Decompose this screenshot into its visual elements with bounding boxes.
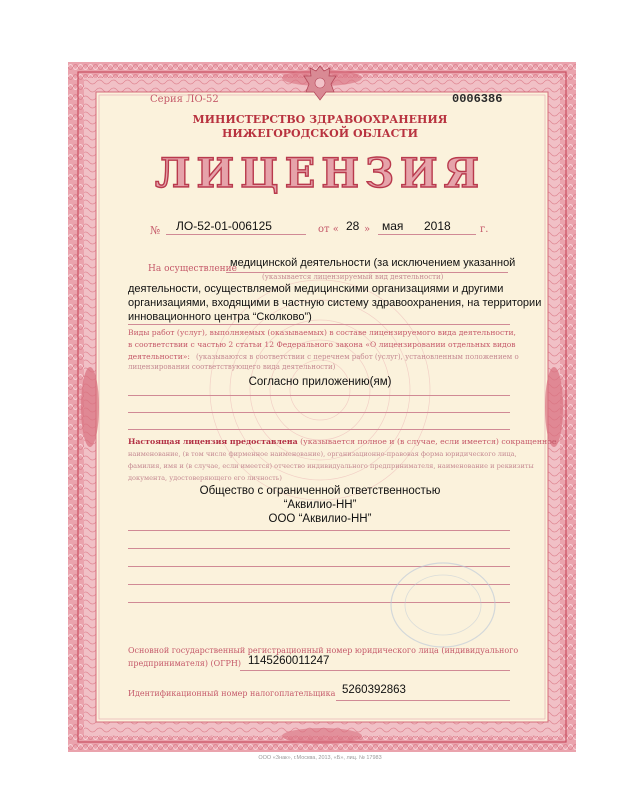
license-day: 28 [346,219,360,233]
activity-line-3: организациями, входящими в частную систему здравоохранения, на территории [128,297,542,309]
granted-line-3: фамилия, имя и (в случае, если имеется) отчество индивидуального предпринимателя, наименование и реквизиты [128,462,534,470]
printer-imprint: ООО «Знак», г.Москва, 2013, «Б», лиц. № 17983 [258,755,382,761]
works-line-1: Виды работ (услуг), выполняемых (оказываемых) в составе лицензируемого вида деятельности, [128,328,516,337]
granted-line-4: документа, удостоверяющего его личность) [128,474,282,482]
document-title: ЛИЦЕНЗИЯ [154,150,485,197]
granted-rest: (указывается полное и (в случае, если имеется) сокращенное [300,437,557,446]
activity-line-1: медицинской деятельности (за исключением указанной [230,257,516,269]
activity-hint: (указывается лицензируемый вид деятельности) [262,273,444,281]
inn-label: Идентификационный номер налогоплательщика [128,689,336,698]
granted-line-1 [128,437,557,446]
from-label: от « [318,224,339,235]
granted-bold: Настоящая лицензия предоставлена [128,437,298,446]
activity-label: На осуществление [148,264,237,274]
ogrn-value: 1145260011247 [248,655,330,667]
works-value: Согласно приложению(ям) [248,376,392,388]
coat-of-arms-icon [300,62,340,104]
license-number: ЛО-52-01-006125 [176,219,272,233]
series-label: Серия ЛО-52 [150,94,219,105]
ogrn-underline [240,670,510,671]
inn-value: 5260392863 [342,684,406,696]
year-suffix: г. [480,224,489,235]
works-rule-3 [128,429,510,430]
company-full-name-2: “Аквилио-НН” [283,499,357,511]
license-month: мая [382,219,404,233]
form-number: 0006386 [452,92,503,106]
ogrn-label: предпринимателя) (ОГРН) [128,659,241,668]
works-rule-1 [128,395,510,396]
faint-stamp [388,560,498,650]
company-short-name: ООО “Аквилио-НН” [268,513,372,525]
day-close-quote: » [364,224,371,235]
works-line-3-hint: (указываются в соответствии с перечнем работ (услуг), установленным положением о [196,353,519,361]
works-line-4-hint: лицензировании соответствующего вида деятельности) [128,363,336,371]
granted-line-2: наименование, (в том числе фирменное наименование), организационно-правовая форма юридического лица, [128,450,517,458]
inn-underline [336,700,510,701]
company-rule-2 [128,548,510,549]
number-underline [166,234,306,235]
number-sign: № [150,224,161,237]
activity-bottom-rule [128,324,510,325]
ministry-line-1: МИНИСТЕРСТВО ЗДРАВООХРАНЕНИЯ [192,113,448,126]
works-line-3-label: деятельности»: [128,352,190,361]
ogrn-line-1: Основной государственный регистрационный номер юридического лица (индивидуального [128,646,519,655]
ministry-line-2: НИЖЕГОРОДСКОЙ ОБЛАСТИ [222,127,418,140]
date-underline [378,234,476,235]
company-rule-1 [128,530,510,531]
activity-line-2: деятельности, осуществляемой медицинскими организациями и другими [128,283,504,295]
company-full-name-1: Общество с ограниченной ответственностью [199,485,441,497]
license-year: 2018 [424,219,451,233]
activity-line-4: инновационного центра “Сколково”) [128,311,312,323]
works-rule-2 [128,412,510,413]
works-line-2: в соответствии с частью 2 статьи 12 Федерального закона «О лицензировании отдельных видов [128,340,516,349]
